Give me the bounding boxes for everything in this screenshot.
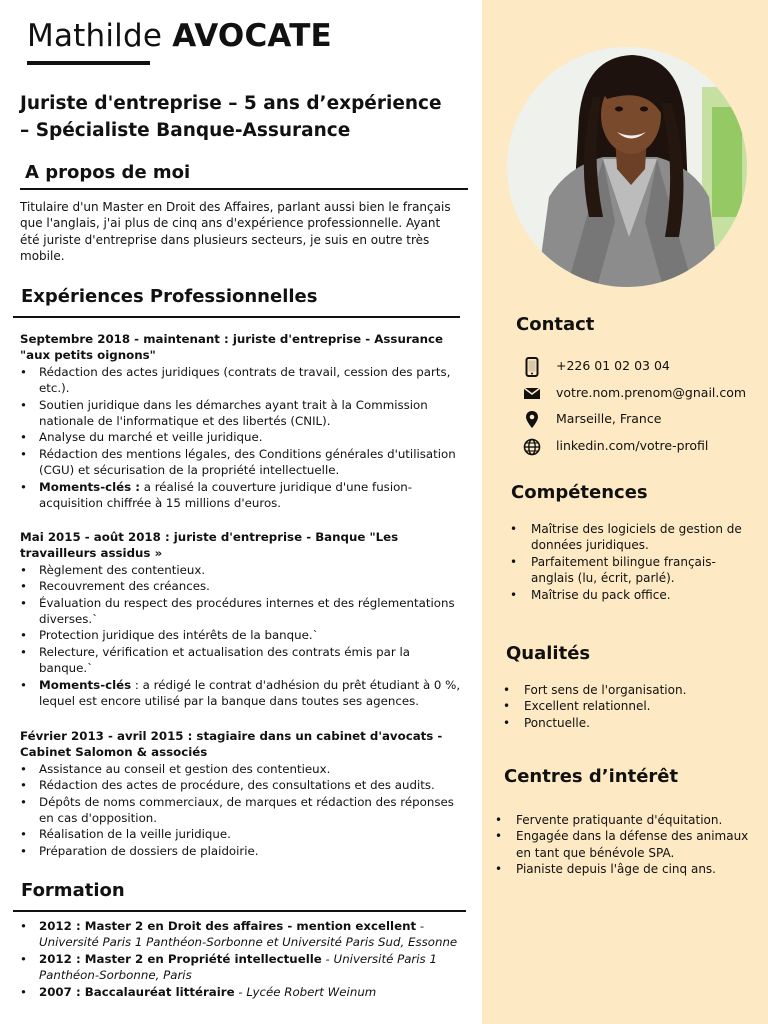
job-task: • Rédaction des actes juridiques (contrats de travail, cession des parts, etc.). (20, 364, 465, 397)
skills-title: Compétences (511, 482, 648, 503)
qualities-title: Qualités (506, 643, 591, 664)
job-task: • Recouvrement des créances. (20, 578, 465, 594)
skill-item: • Maîtrise des logiciels de gestion de données juridiques. (510, 521, 750, 554)
interest-item: • Pianiste depuis l'âge de cinq ans. (495, 861, 757, 877)
job-heading: Septembre 2018 - maintenant : juriste d'entreprise - Assurance "aux petits oignons" (20, 332, 444, 363)
phone-number: +226 01 02 03 04 (556, 358, 670, 373)
degree: 2012 : Master 2 en Droit des affaires - mention excellent (39, 919, 417, 933)
experience-divider (13, 316, 460, 318)
job-entry (20, 728, 465, 859)
skill-item: • Parfaitement bilingue français-anglais (lu, écrit, parlé). (510, 554, 750, 587)
job-heading: Mai 2015 - août 2018 : juriste d'entreprise - Banque "Les travailleurs assidus » (20, 530, 399, 561)
interests-list (495, 812, 757, 878)
linkedin-link[interactable]: linkedin.com/votre-profil (556, 438, 709, 453)
job-task: • Protection juridique des intérêts de la banque.` (20, 627, 465, 643)
institution: - Lycée Robert Weinum (234, 984, 377, 999)
quality-item: • Fort sens de l'organisation. (503, 682, 753, 698)
degree: 2007 : Baccalauréat littéraire (39, 984, 235, 999)
contact-phone (522, 357, 762, 377)
job-heading: Février 2013 - avril 2015 : stagiaire dans un cabinet d'avocats - Cabinet Salomon & associés (20, 729, 443, 760)
key-moment-text: a réalisé la couverture juridique d'une fusion-acquisition chiffrée à 15 millions d'euros. (39, 479, 413, 511)
education-title: Formation (21, 880, 125, 901)
location-text: Marseille, France (556, 411, 662, 426)
contact-location (522, 410, 762, 430)
quality-item: • Excellent relationnel. (503, 698, 753, 714)
key-moment-text: : a rédigé le contrat d'adhésion du prêt étudiant à 0 %, lequel est encore utilisé par la banque dans toutes ses agences. (39, 677, 461, 709)
degree: 2012 : Master 2 en Propriété intellectuelle (39, 951, 322, 966)
institution: - Université Paris 1 Panthéon-Sorbonne et Université Paris Sud, Essonne (39, 919, 458, 950)
job-task: • Rédaction des mentions légales, des Conditions générales d'utilisation (CGU) et sécurisation de la propriété intellectuelle. (20, 446, 465, 479)
education-item (20, 918, 465, 951)
job-task: • Dépôts de noms commerciaux, de marques et rédaction des réponses en cas d'opposition. (20, 794, 465, 827)
job-entry (20, 529, 465, 709)
job-entry (20, 331, 465, 511)
job-task: • Préparation de dossiers de plaidoirie. (20, 843, 465, 859)
job-task: • Évaluation du respect des procédures internes et des réglementations diverses.` (20, 595, 465, 628)
about-text: Titulaire d'un Master en Droit des Affaires, parlant aussi bien le français que l'anglais, j'ai plus de cinq ans d'expérience professionnelle. Ayant été juriste d'entreprise dans plusieurs secteurs, je suis en outre très mobile. (20, 200, 451, 264)
key-moment-label: Moments-clés (39, 677, 132, 692)
phone-icon (522, 357, 542, 377)
about-divider (20, 188, 468, 190)
contact-linkedin (522, 437, 762, 457)
education-list (20, 918, 465, 1000)
education-divider (13, 910, 466, 912)
headline (20, 90, 470, 144)
mail-icon (522, 384, 542, 404)
job-task: • Réalisation de la veille juridique. (20, 826, 465, 842)
job-task: • Assistance au conseil et gestion des contentieux. (20, 761, 465, 777)
job-key-moment (20, 677, 465, 710)
job-key-moment (20, 479, 465, 512)
job-task: • Rédaction des actes de procédure, des consultations et des audits. (20, 777, 465, 793)
job-task: • Relecture, vérification et actualisation des contrats émis par la banque.` (20, 644, 465, 677)
job-task: • Règlement des contentieux. (20, 562, 465, 578)
skill-item: • Maîtrise du pack office. (510, 587, 750, 603)
experience-title: Expériences Professionnelles (21, 286, 318, 307)
location-pin-icon (522, 410, 542, 430)
headline-line-2: – Spécialiste Banque-Assurance (20, 120, 351, 141)
email-link[interactable]: votre.nom.prenom@gnail.com (556, 385, 747, 400)
qualities-list (503, 682, 753, 731)
key-moment-label: Moments-clés : (39, 479, 140, 494)
skills-list (510, 521, 750, 603)
contact-title: Contact (516, 314, 595, 335)
name-underline (27, 61, 150, 65)
about-title: A propos de moi (25, 162, 191, 183)
education-item (20, 984, 465, 1000)
interest-item: • Fervente pratiquante d'équitation. (495, 812, 757, 828)
headline-line-1: Juriste d'entreprise – 5 ans d’expérience (20, 93, 442, 114)
full-name (27, 18, 332, 54)
interests-title: Centres d’intérêt (504, 766, 679, 787)
education-item (20, 951, 465, 984)
job-task: • Soutien juridique dans les démarches ayant trait à la Commission nationale de l'informatique et des libertés (CNIL). (20, 397, 465, 430)
profile-photo (507, 47, 747, 287)
job-task: • Analyse du marché et veille juridique. (20, 429, 465, 445)
first-name: Mathilde (27, 18, 163, 54)
quality-item: • Ponctuelle. (503, 715, 753, 731)
contact-email (522, 384, 762, 404)
last-name: AVOCATE (172, 18, 332, 54)
interest-item: • Engagée dans la défense des animaux en tant que bénévole SPA. (495, 828, 757, 861)
institution: - Université Paris 1 Panthéon-Sorbonne, Paris (39, 951, 437, 983)
globe-icon (522, 437, 542, 457)
